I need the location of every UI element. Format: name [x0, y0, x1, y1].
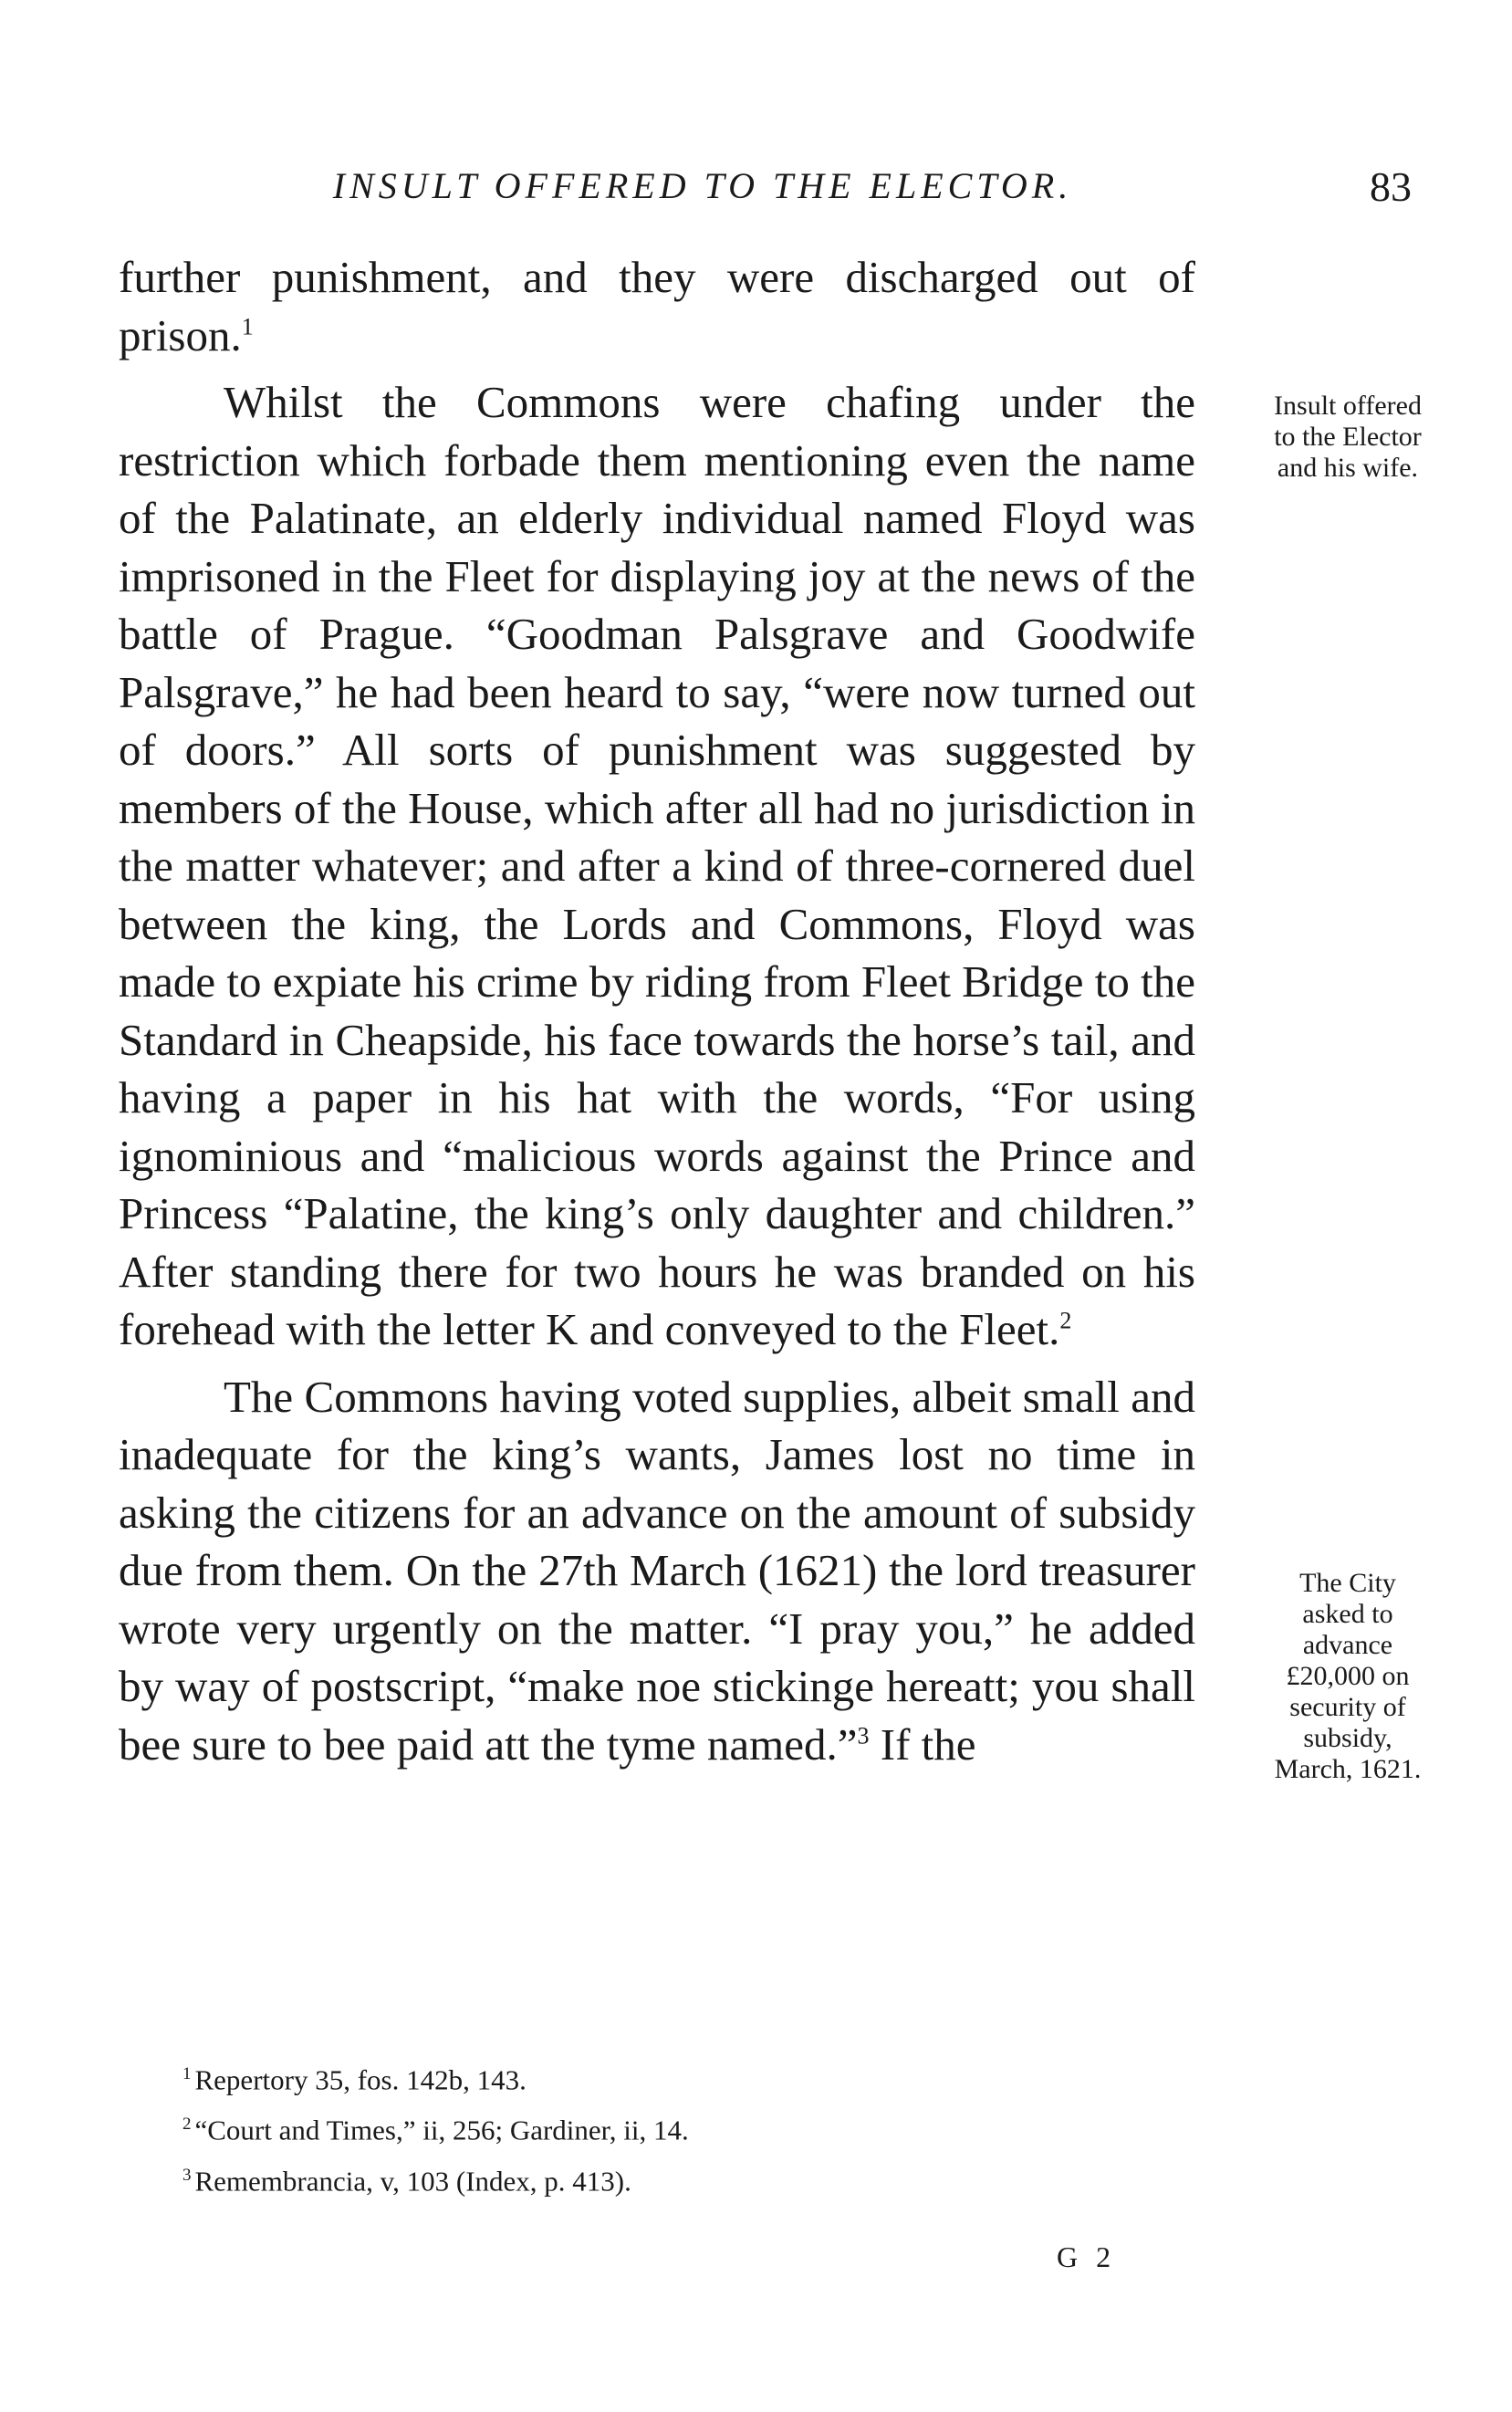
sidenote-insult [1215, 391, 1480, 484]
sidenote-line: asked to [1302, 1599, 1393, 1629]
footnote-2 [182, 2102, 1095, 2152]
footnote-3 [182, 2153, 1095, 2203]
paragraph-1-text: further punishment, and they were discharged out of prison. [119, 252, 1195, 360]
footnote-ref-2: 2 [1059, 1307, 1072, 1334]
sidenote-line: £20,000 on [1286, 1661, 1410, 1691]
main-text [119, 248, 1195, 1773]
sidenote-line: security of [1289, 1692, 1406, 1722]
paragraph-1 [119, 248, 1195, 364]
paragraph-3 [119, 1368, 1195, 1774]
paragraph-2 [119, 373, 1195, 1359]
page-number: 83 [1370, 163, 1412, 210]
footnote-1 [182, 2052, 1095, 2102]
running-title: INSULT OFFERED TO THE ELECTOR. [332, 165, 1073, 206]
sidenote-line: advance [1302, 1630, 1393, 1660]
paragraph-3-tail: If the [869, 1718, 976, 1770]
footnotes [182, 2052, 1095, 2203]
paragraph-2-text: Whilst the Commons were chafing under the restriction which forbade them mentioning even the name of the Palatinate, an elderly individual named Floyd was imprisoned in the Fleet for displaying joy at the news of the battle of Prague. “Goodman Palsgrave and Goodwife Palsgrave,” he had been heard to say, “were now turned out of doors.” All sorts of punishment was suggested by members of the House, which after all had no jurisdiction in the matter whatever; and after a kind of three-cornered duel between the king, the Lords and Commons, Floyd was made to expiate his crime by riding from Fleet Bridge to the Standard in Cheapside, his face towards the horse’s tail, and having a paper in his hat with the words, “For using ignominious and “malicious words against the Prince and Princess “Palatine, the king’s only daughter and children.” After standing there for two hours he was branded on his forehead with the letter K and conveyed to the Fleet. [119, 377, 1195, 1354]
sidenote-line: and his wife. [1277, 453, 1419, 483]
footnote-mark: 3 [182, 2165, 192, 2185]
sidenote-line: The City [1299, 1568, 1396, 1598]
footnote-text: Repertory 35, fos. 142b, 143. [194, 2063, 527, 2096]
footnote-mark: 2 [182, 2114, 192, 2135]
footnote-ref-1: 1 [241, 313, 254, 340]
footnote-ref-3: 3 [857, 1722, 870, 1749]
sidenote-city-advance [1215, 1568, 1480, 1785]
sidenote-line: Insult offered [1274, 391, 1422, 421]
footnote-mark: 1 [182, 2064, 192, 2083]
signature-mark: G 2 [1057, 2240, 1117, 2273]
sidenote-line: to the Elector [1274, 422, 1422, 452]
sidenote-line: March, 1621. [1274, 1754, 1422, 1784]
footnote-text: Remembrancia, v, 103 (Index, p. 413). [194, 2164, 631, 2197]
footnote-text: “Court and Times,” ii, 256; Gardiner, ii, 14. [194, 2114, 689, 2146]
sidenote-line: subsidy, [1303, 1723, 1392, 1753]
paragraph-3-text: The Commons having voted supplies, albeit small and inadequate for the king’s wants, James lost no time in asking the citizens for an advance on the amount of subsidy due from them. On the 27th March (1621) the lord treasurer wrote very urgently on the matter. “I pray you,” he added by way of postscript, “make noe stickinge hereatt; you shall bee sure to bee paid att the tyme named.” [119, 1371, 1195, 1770]
